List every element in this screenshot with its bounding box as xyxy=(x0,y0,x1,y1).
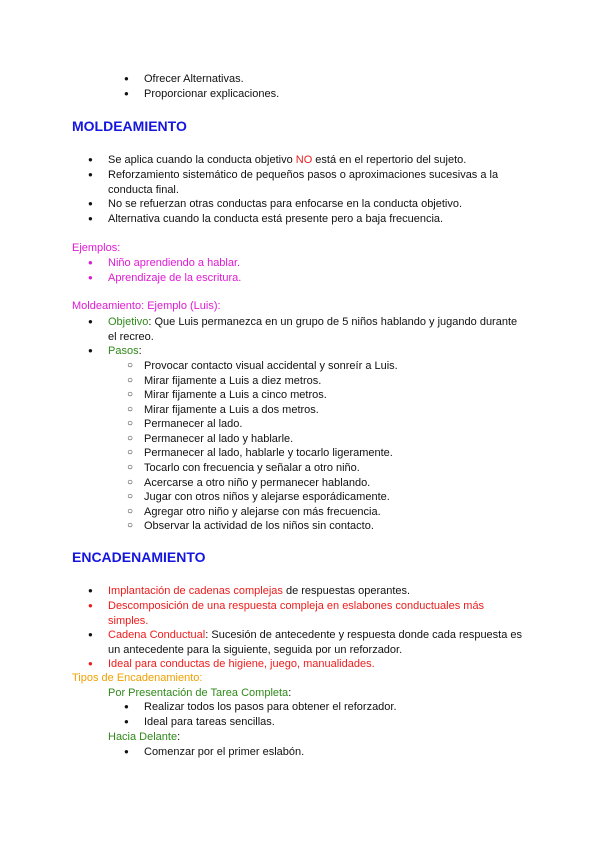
list-item: ● Reforzamiento sistemático de pequeños pasos o aproximaciones sucesivas a la conducta final. xyxy=(108,168,508,197)
tipo-delante-label: Hacia Delante: xyxy=(108,731,181,743)
paso-item: ○ Permanecer al lado, hablarle y tocarlo ligeramente. xyxy=(144,446,393,460)
list-item: ● Ofrecer Alternativas. xyxy=(144,72,244,86)
paso-item: ○ Agregar otro niño y alejarse con más frecuencia. xyxy=(144,505,381,519)
list-item: ● Ideal para conductas de higiene, juego, manualidades. xyxy=(108,657,375,671)
list-item: ● Aprendizaje de la escritura. xyxy=(108,271,241,285)
ejemplo-luis-label: Moldeamiento: Ejemplo (Luis): xyxy=(72,300,221,312)
list-item: ● No se refuerzan otras conductas para enfocarse en la conducta objetivo. xyxy=(108,197,462,211)
list-item: ● Cadena Conductual: Sucesión de antecedente y respuesta donde cada respuesta es un antecedente para la siguiente, seguida por un reforzador. xyxy=(108,628,528,657)
list-item: ● Implantación de cadenas complejas de respuestas operantes. xyxy=(108,584,410,598)
paso-item: ○ Provocar contacto visual accidental y sonreír a Luis. xyxy=(144,359,398,373)
paso-item: ○ Tocarlo con frecuencia y señalar a otro niño. xyxy=(144,461,360,475)
pasos-item: ● Pasos: xyxy=(108,344,142,358)
paso-item: ○ Permanecer al lado y hablarle. xyxy=(144,432,293,446)
tipos-label: Tipos de Encadenamiento: xyxy=(72,672,203,684)
list-item: ● Realizar todos los pasos para obtener el reforzador. xyxy=(144,700,397,714)
section-heading-moldeamiento: MOLDEAMIENTO xyxy=(72,118,187,134)
paso-item: ○ Jugar con otros niños y alejarse esporádicamente. xyxy=(144,490,390,504)
tipo-completa-label: Por Presentación de Tarea Completa: xyxy=(108,687,292,699)
paso-item: ○ Acercarse a otro niño y permanecer hablando. xyxy=(144,476,370,490)
section-heading-encadenamiento: ENCADENAMIENTO xyxy=(72,549,206,565)
list-item: ● Se aplica cuando la conducta objetivo NO está en el repertorio del sujeto. xyxy=(108,153,466,167)
paso-item: ○ Observar la actividad de los niños sin contacto. xyxy=(144,519,374,533)
paso-item: ○ Mirar fijamente a Luis a dos metros. xyxy=(144,403,319,417)
objetivo-item: ● Objetivo: Que Luis permanezca en un grupo de 5 niños hablando y jugando durante el recreo. xyxy=(108,315,528,344)
paso-item: ○ Mirar fijamente a Luis a cinco metros. xyxy=(144,388,327,402)
list-item: ● Descomposición de una respuesta compleja en eslabones conductuales más simples. xyxy=(108,599,493,628)
list-item: ● Comenzar por el primer eslabón. xyxy=(144,745,304,759)
paso-item: ○ Permanecer al lado. xyxy=(144,417,242,431)
paso-item: ○ Mirar fijamente a Luis a diez metros. xyxy=(144,374,321,388)
list-item: ● Ideal para tareas sencillas. xyxy=(144,715,275,729)
list-item: ● Alternativa cuando la conducta está presente pero a baja frecuencia. xyxy=(108,212,443,226)
ejemplos-label: Ejemplos: xyxy=(72,242,121,254)
list-item: ● Niño aprendiendo a hablar. xyxy=(108,256,240,270)
list-item: ● Proporcionar explicaciones. xyxy=(144,87,279,101)
